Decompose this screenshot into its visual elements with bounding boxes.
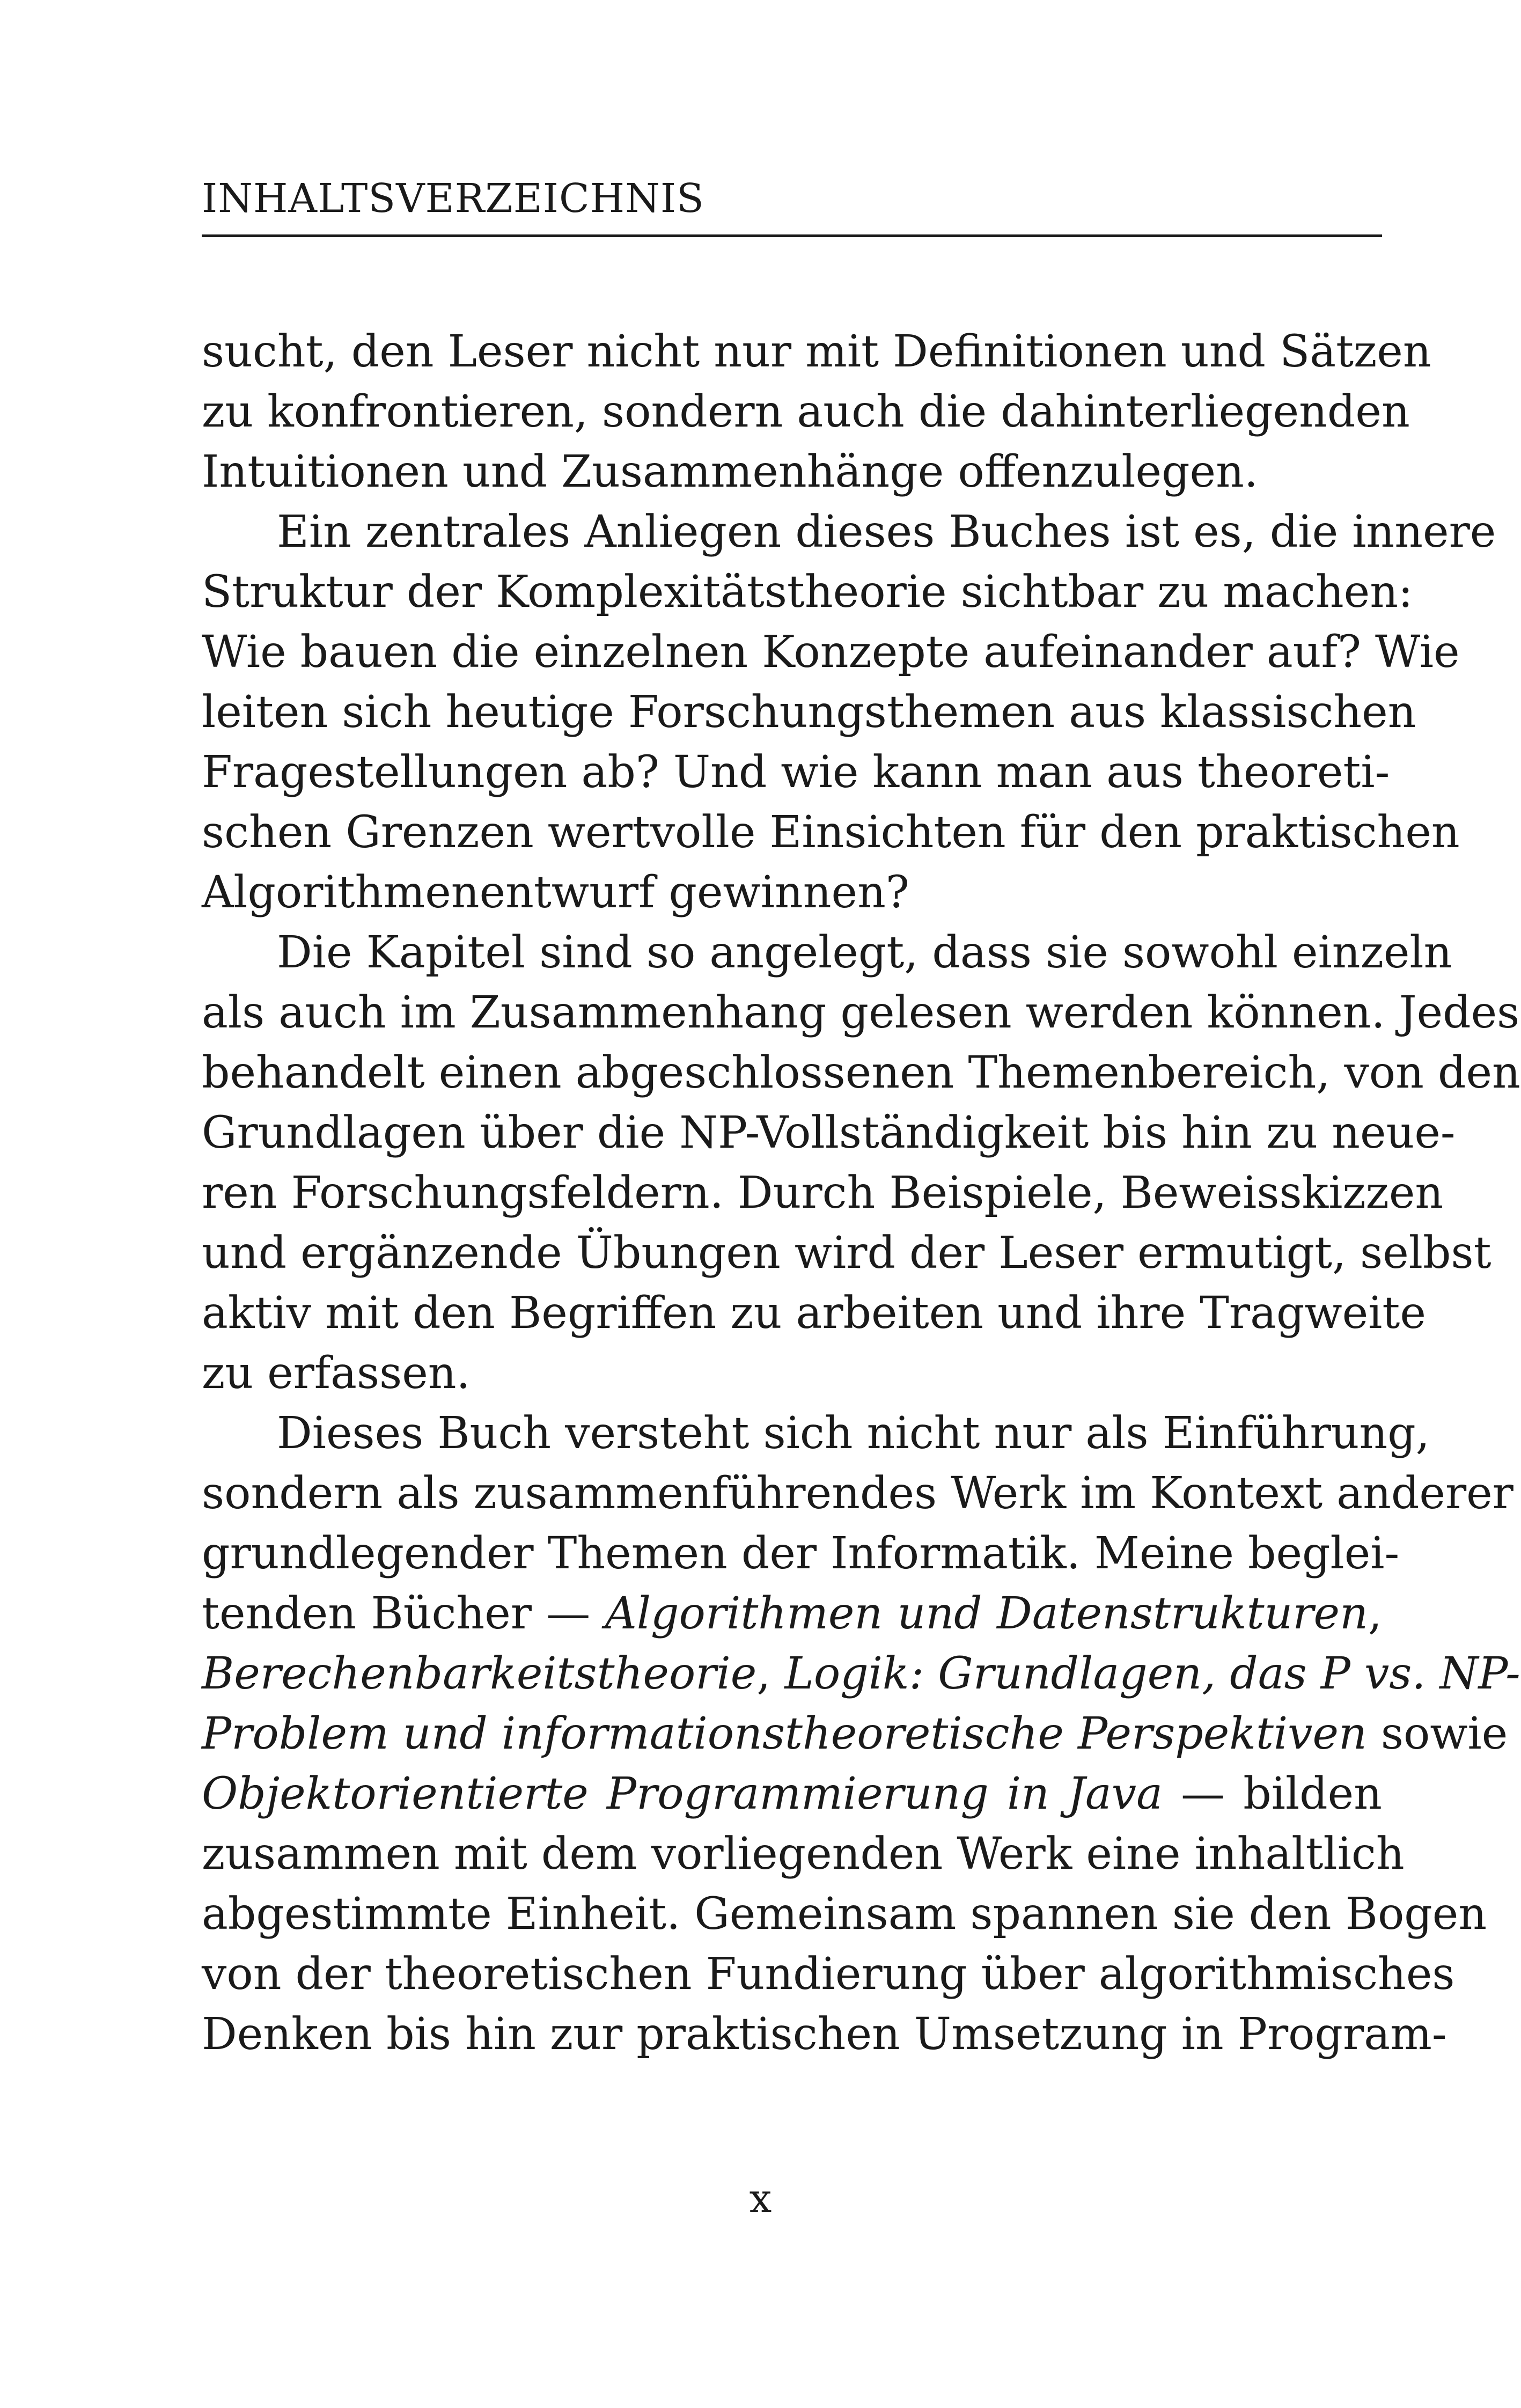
text-line: sucht, den Leser nicht nur mit Definitionen und Sätzen <box>202 326 1431 377</box>
text-line: tenden Bücher — Algorithmen und Datenstrukturen, <box>202 1588 1382 1639</box>
running-head: INHALTSVERZEICHNIS <box>202 175 704 222</box>
text-line: Fragestellungen ab? Und wie kann man aus theoreti- <box>202 747 1390 798</box>
text-line: Intuitionen und Zusammenhänge offenzulegen. <box>202 446 1258 497</box>
text-line: Struktur der Komplexitätstheorie sichtbar zu machen: <box>202 567 1413 618</box>
paragraph <box>202 502 1496 923</box>
text-line: sondern als zusammenführendes Werk im Kontext anderer <box>202 1468 1513 1519</box>
text-line: Berechenbarkeitstheorie, Logik: Grundlagen, das P vs. NP- <box>202 1648 1520 1699</box>
text-line: Wie bauen die einzelnen Konzepte aufeinander auf? Wie <box>202 627 1460 678</box>
text-line: behandelt einen abgeschlossenen Themenbereich, von den <box>202 1047 1520 1098</box>
text-line: Denken bis hin zur praktischen Umsetzung in Program- <box>202 2009 1447 2060</box>
body-text <box>202 322 1520 2065</box>
header-rule <box>202 234 1382 237</box>
text-line: schen Grenzen wertvolle Einsichten für den praktischen <box>202 807 1460 858</box>
text-line: und ergänzende Übungen wird der Leser ermutigt, selbst <box>202 1228 1491 1279</box>
text-line: Dieses Buch versteht sich nicht nur als Einführung, <box>277 1408 1430 1459</box>
book-title: Problem und informationstheoretische Perspektiven <box>202 1708 1367 1759</box>
text-line: aktiv mit den Begriffen zu arbeiten und ihre Tragweite <box>202 1288 1426 1339</box>
text-line: ren Forschungsfeldern. Durch Beispiele, Beweisskizzen <box>202 1168 1444 1218</box>
book-title: Objektorientierte Programmierung in Java <box>202 1768 1163 1819</box>
book-title: Logik: Grundlagen, das P vs. NP- <box>784 1648 1520 1699</box>
text-line: Grundlagen über die NP-Vollständigkeit bis hin zu neue- <box>202 1107 1456 1158</box>
page-number: x <box>749 2176 772 2222</box>
book-title: Berechenbarkeitstheorie <box>202 1648 757 1699</box>
book-title: Algorithmen und Datenstrukturen <box>605 1588 1368 1639</box>
text-line: Problem und informationstheoretische Perspektiven sowie <box>202 1708 1508 1759</box>
text-line: leiten sich heutige Forschungsthemen aus klassischen <box>202 687 1416 738</box>
text-line: Algorithmenentwurf gewinnen? <box>202 867 909 918</box>
text-line: Ein zentrales Anliegen dieses Buches ist es, die innere <box>277 506 1496 557</box>
text-line: zu konfrontieren, sondern auch die dahinterliegenden <box>202 386 1410 437</box>
text-line: Die Kapitel sind so angelegt, dass sie sowohl einzeln <box>277 927 1452 978</box>
text-line: von der theoretischen Fundierung über algorithmisches <box>202 1949 1455 2000</box>
text-line: abgestimmte Einheit. Gemeinsam spannen sie den Bogen <box>202 1889 1487 1940</box>
text-line: zu erfassen. <box>202 1348 471 1399</box>
paragraph <box>202 322 1431 502</box>
text-line: Objektorientierte Programmierung in Java — bilden <box>202 1768 1382 1819</box>
paragraph <box>202 923 1520 1404</box>
paragraph <box>202 1404 1520 2065</box>
text-line: grundlegender Themen der Informatik. Meine beglei- <box>202 1528 1400 1579</box>
text-line: zusammen mit dem vorliegenden Werk eine inhaltlich <box>202 1829 1405 1880</box>
text-line: als auch im Zusammenhang gelesen werden können. Jedes <box>202 987 1520 1038</box>
